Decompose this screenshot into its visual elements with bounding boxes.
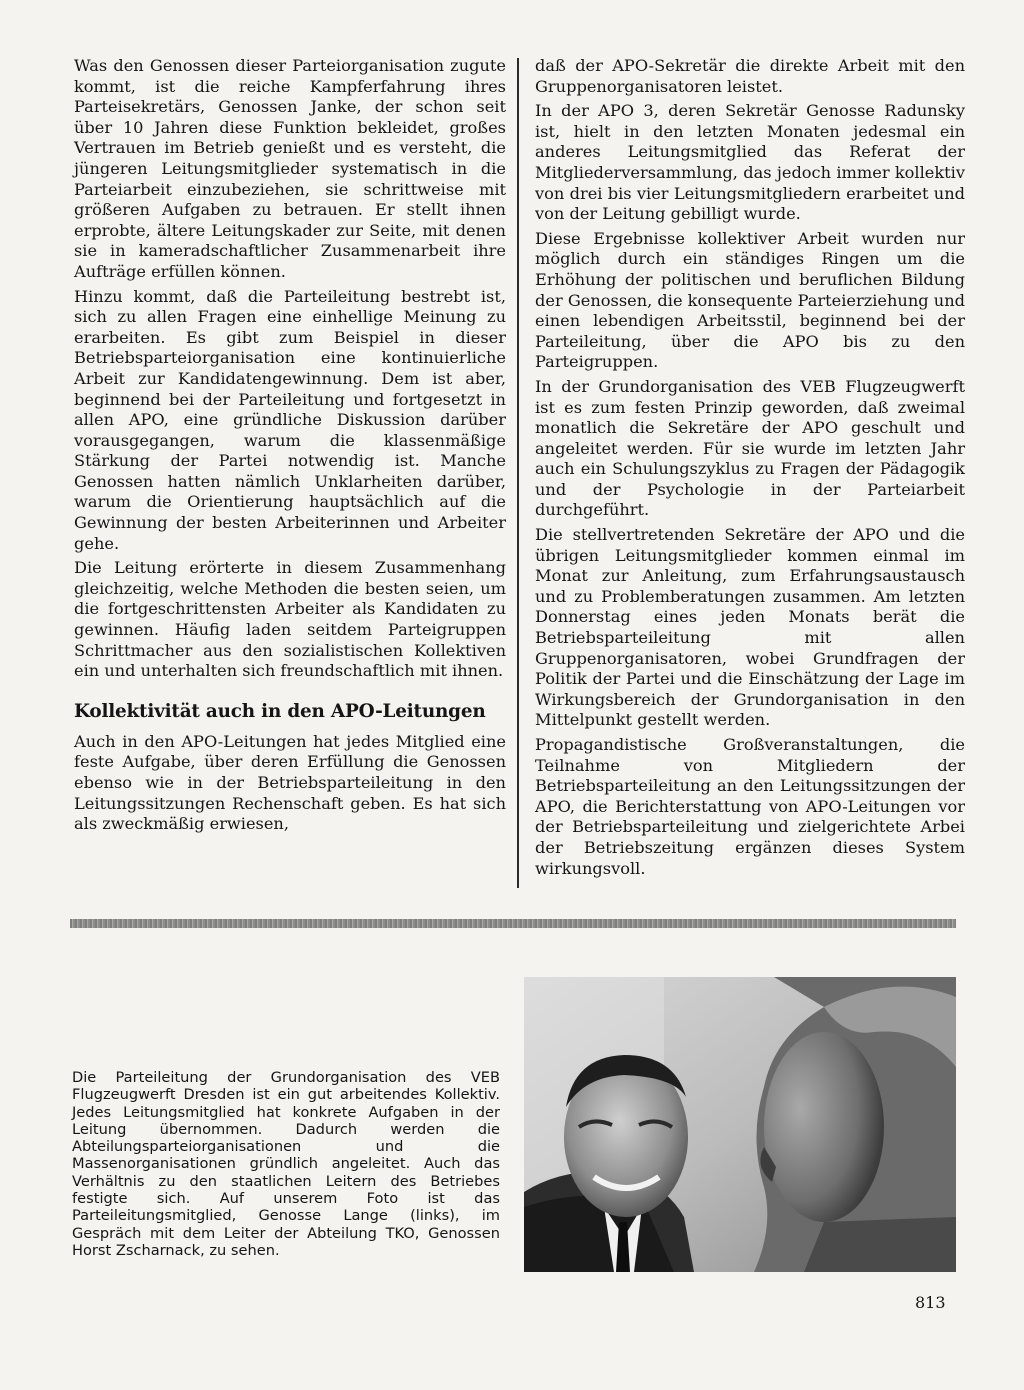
paragraph: Auch in den APO-Leitungen hat jedes Mitglied eine feste Aufgabe, über deren Erfüllung die Genossen ebenso wie in der Betriebsparteileitung in den Leitungssitzungen Rechenschaft geben. Es hat sich als zweckmäßig erwiesen, <box>74 731 506 834</box>
page-number: 813 <box>915 1293 946 1312</box>
paragraph: daß der APO-Sekretär die direkte Arbeit mit den Gruppenorganisatoren leistet. <box>535 56 965 96</box>
column-divider <box>517 58 519 888</box>
paragraph: Diese Ergebnisse kollektiver Arbeit wurden nur möglich durch ein ständiges Ringen um die Erhöhung der politischen und beruflichen Bildung der Genossen, die konsequente Parteierziehung und einen lebendigen Arbeitsstil, beginnend bei der Parteileitung, über die APO bis zu den Parteigruppen. <box>535 228 965 372</box>
photo <box>524 977 956 1272</box>
left-column <box>74 56 506 839</box>
section-heading: Kollektivität auch in den APO-Leitungen <box>74 700 486 722</box>
photo-caption: Die Parteileitung der Grundorganisation des VEB Flugzeugwerft Dresden ist ein gut arbeitendes Kollektiv. Jedes Leitungsmitglied hat konkrete Aufgaben in der Leitung übernommen. Dadurch werden die Abteilungsparteiorganisationen und die Massenorganisationen gründlich angeleitet. Auch das Verhältnis zu den staatlichen Leitern des Betriebes festigte sich. Auf unserem Foto ist das Parteileitungsmitglied, Genosse Lange (links), im Gespräch mit dem Leiter der Abteilung TKO, Genossen Horst Zscharnack, zu sehen. <box>72 1069 500 1259</box>
right-column <box>535 56 965 883</box>
paragraph: Die stellvertretenden Sekretäre der APO und die übrigen Leitungsmitglieder kommen einmal im Monat zur Anleitung, zum Erfahrungsaustausch und zu Problemberatungen zusammen. Am letzten Donnerstag eines jeden Monats berät die Betriebsparteileitung mit allen Gruppenorganisatoren, wobei Grundfragen der Politik der Partei und die Einschätzung der Lage im Wirkungsbereich der Grundorganisation in den Mittelpunkt gestellt werden. <box>535 525 965 730</box>
paragraph: Die Leitung erörterte in diesem Zusammenhang gleichzeitig, welche Methoden die besten seien, um die fortgeschrittensten Arbeiter als Kandidaten zu gewinnen. Häufig laden seitdem Parteigruppen Schrittmacher aus den sozialistischen Kollektiven ein und unterhalten sich freundschaftlich mit ihnen. <box>74 558 506 681</box>
horizontal-separator <box>70 919 956 928</box>
paragraph: In der Grundorganisation des VEB Flugzeugwerft ist es zum festen Prinzip geworden, daß zweimal monatlich die Sekretäre der APO geschult und angeleitet werden. Für sie wurde im letzten Jahr auch ein Schulungszyklus zu Fragen der Pädagogik und der Psychologie in der Parteiarbeit durchgeführt. <box>535 376 965 520</box>
paragraph: Was den Genossen dieser Parteiorganisation zugute kommt, ist die reiche Kampferfahrung ihres Parteisekretärs, Genossen Janke, der schon seit über 10 Jahren diese Funktion bekleidet, großes Vertrauen im Betrieb genießt und es versteht, die jüngeren Leitungsmitglieder systematisch in die Parteiarbeit einzubeziehen, sie schrittweise mit größeren Aufgaben zu betrauen. Er stellt ihnen erprobte, ältere Leitungskader zur Seite, mit denen sie in kameradschaftlicher Zusammenarbeit ihre Aufträge erfüllen können. <box>74 56 506 281</box>
paragraph: In der APO 3, deren Sekretär Genosse Radunsky ist, hielt in den letzten Monaten jedesmal ein anderes Leitungsmitglied das Referat der Mitgliederversammlung, das jedoch immer kollektiv von drei bis vier Leitungsmitgliedern erarbeitet und von der Leitung gebilligt wurde. <box>535 101 965 224</box>
paragraph: Propagandistische Großveranstaltungen, die Teilnahme von Mitgliedern der Betriebsparteileitung an den Leitungssitzungen der APO, die Berichterstattung von APO-Leitungen vor der Betriebsparteileitung und zielgerichtete Arbei der Betriebszeitung ergänzen dieses System wirkungsvoll. <box>535 735 965 878</box>
paragraph: Hinzu kommt, daß die Parteileitung bestrebt ist, sich zu allen Fragen eine einhellige Meinung zu erarbeiten. Es gibt zum Beispiel in dieser Betriebsparteiorganisation eine kontinuierliche Arbeit zur Kandidatengewinnung. Dem ist aber, beginnend bei der Parteileitung und fortgesetzt in allen APO, eine gründliche Diskussion darüber vorausgegangen, warum die klassenmäßige Stärkung der Partei notwendig ist. Manche Genossen hatten nämlich Unklarheiten darüber, warum die Orientierung hauptsächlich auf die Gewinnung der besten Arbeiterinnen und Arbeiter gehe. <box>74 286 506 553</box>
